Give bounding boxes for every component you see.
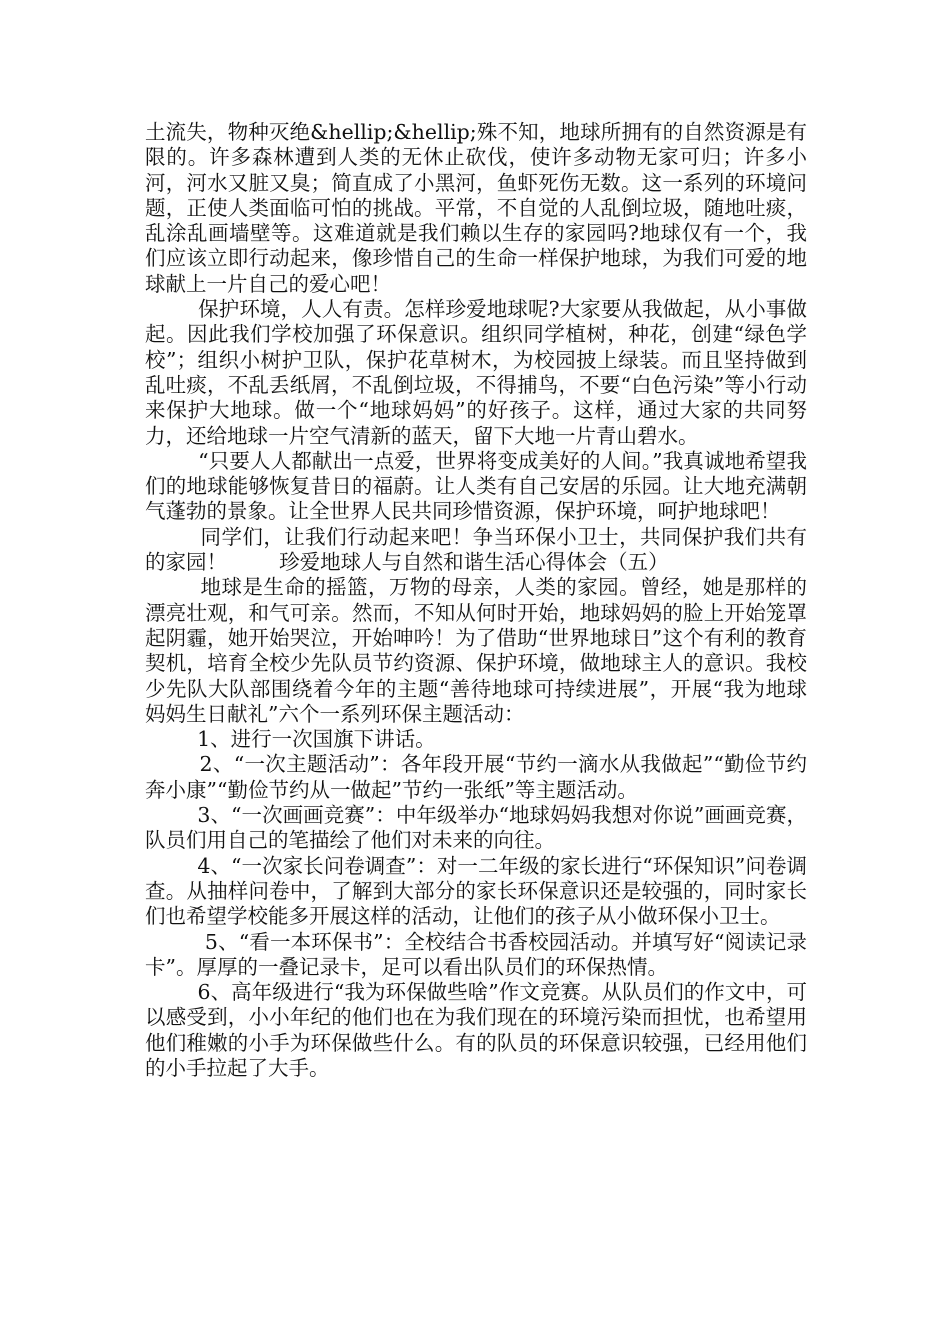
document-body	[145, 120, 807, 1081]
list-item: 6、高年级进行“我为环保做些啥”作文竞赛。从队员们的作文中，可以感受到，小小年纪的他们也在为我们现在的环境污染而担忧，也希望用他们稚嫩的小手为环保做些什么。有的队员的环保意识较强，已经用他们的小手拉起了大手。	[145, 980, 807, 1080]
paragraph: “只要人人都献出一点爱，世界将变成美好的人间。”我真诚地希望我们的地球能够恢复昔日的福蔚。让人类有自己安居的乐园。让大地充满朝气蓬勃的景象。让全世界人民共同珍惜资源，保护环境，呵护地球吧！	[145, 448, 807, 524]
paragraph: 土流失，物种灭绝&hellip;&hellip;殊不知，地球所拥有的自然资源是有限的。许多森林遭到人类的无休止砍伐，使许多动物无家可归；许多小河，河水又脏又臭；简直成了小黑河，鱼虾死伤无数。这一系列的环境问题，正使人类面临可怕的挑战。平常，不自觉的人乱倒垃圾，随地吐痰，乱涂乱画墙壁等。这难道就是我们赖以生存的家园吗?地球仅有一个，我们应该立即行动起来，像珍惜自己的生命一样保护地球，为我们可爱的地球献上一片自己的爱心吧！	[145, 120, 807, 296]
list-item: 1、进行一次国旗下讲话。	[145, 727, 436, 752]
paragraph: 同学们，让我们行动起来吧！争当环保小卫士，共同保护我们共有的家园！ 珍爱地球人与自然和谐生活心得体会（五）	[145, 524, 807, 575]
paragraph: 保护环境，人人有责。怎样珍爱地球呢?大家要从我做起，从小事做起。因此我们学校加强了环保意识。组织同学植树，种花，创建“绿色学校”；组织小树护卫队，保护花草树木，为校园披上绿装。而且坚持做到乱吐痰，不乱丢纸屑，不乱倒垃圾，不得捕鸟，不要“白色污染”等小行动来保护大地球。做一个“地球妈妈”的好孩子。这样，通过大家的共同努力，还给地球一片空气清新的蓝天，留下大地一片青山碧水。	[145, 297, 807, 448]
list-item: 2、“一次主题活动”：各年段开展“节约一滴水从我做起”“勤俭节约奔小康”“勤俭节约从一做起”节约一张纸”等主题活动。	[145, 752, 807, 802]
paragraph: 地球是生命的摇篮，万物的母亲，人类的家园。曾经，她是那样的漂亮壮观，和气可亲。然而，不知从何时开始，地球妈妈的脸上开始笼罩起阴霾，她开始哭泣，开始呻吟！为了借助“世界地球日”这个有利的教育契机，培育全校少先队员节约资源、保护环境，做地球主人的意识。我校少先队大队部围绕着今年的主题“善待地球可持续进展”，开展“我为地球妈妈生日献礼”六个一系列环保主题活动：	[145, 575, 807, 726]
list-item: 5、“看一本环保书”：全校结合书香校园活动。并填写好“阅读记录卡”。厚厚的一叠记录卡，足可以看出队员们的环保热情。	[145, 929, 807, 979]
list-item: 3、“一次画画竞赛”：中年级举办“地球妈妈我想对你说”画画竞赛，队员们用自己的笔描绘了他们对未来的向往。	[145, 803, 807, 853]
list-item: 4、“一次家长问卷调查”：对一二年级的家长进行“环保知识”问卷调查。从抽样问卷中，了解到大部分的家长环保意识还是较强的，同时家长们也希望学校能多开展这样的活动，让他们的孩子从小做环保小卫士。	[145, 853, 807, 929]
